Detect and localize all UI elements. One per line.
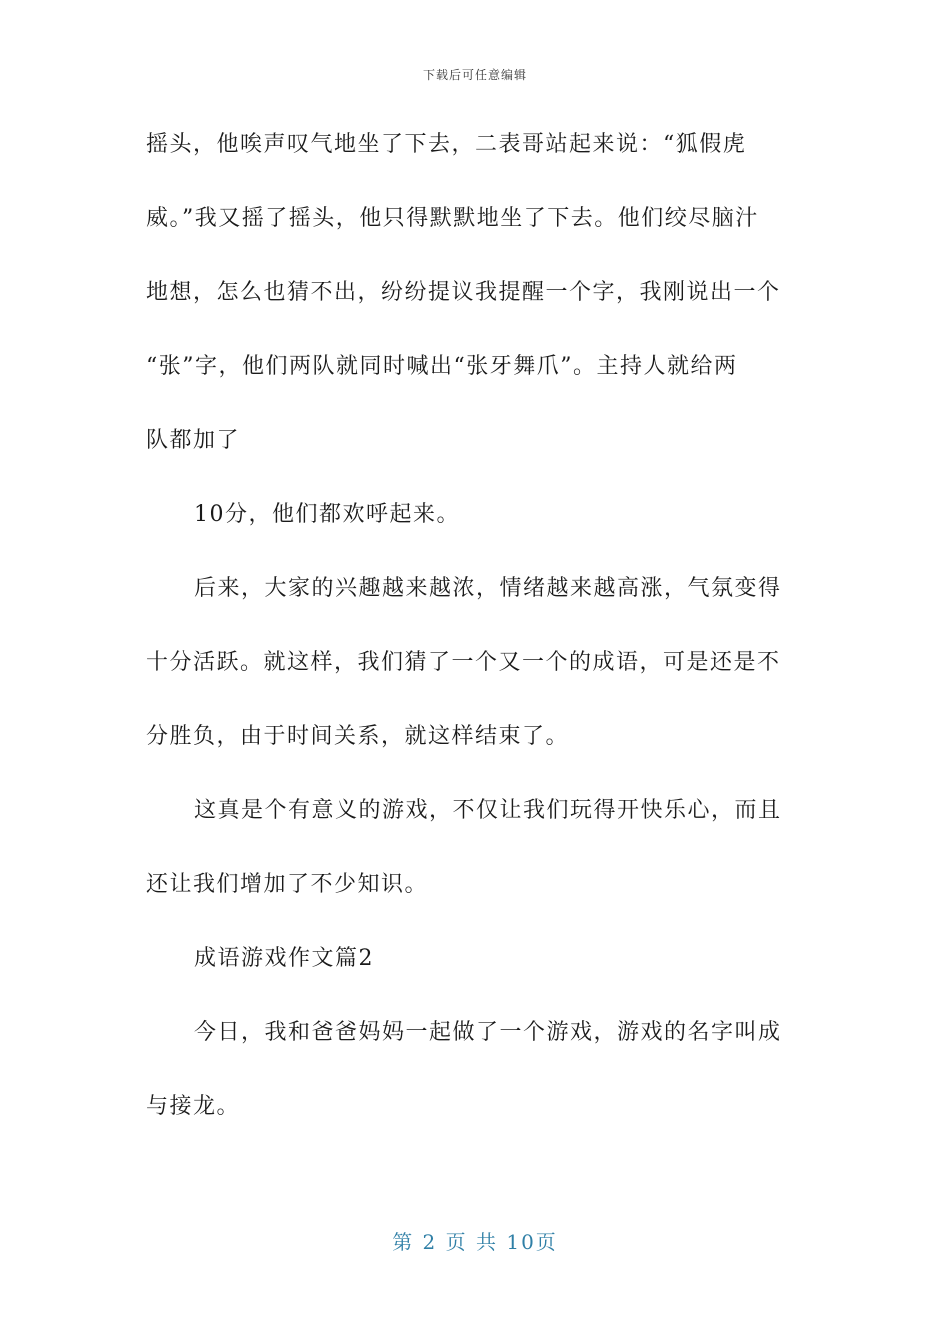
text-line: 队都加了 xyxy=(146,428,241,453)
text-line: “张”字，他们两队就同时喊出“张牙舞爪”。主持人就给两 xyxy=(146,354,738,379)
text-line: 这真是个有意义的游戏，不仅让我们玩得开快乐心，而且 xyxy=(194,798,782,823)
text-line: 今日，我和爸爸妈妈一起做了一个游戏，游戏的名字叫成 xyxy=(194,1020,782,1045)
text-line: 摇头，他唉声叹气地坐了下去，二表哥站起来说：“狐假虎 xyxy=(146,132,747,157)
text-line: 还让我们增加了不少知识。 xyxy=(146,872,429,897)
text-line: 十分活跃。就这样，我们猜了一个又一个的成语，可是还是不 xyxy=(146,650,781,675)
header-note: 下载后可任意编辑 xyxy=(422,68,527,82)
text-line: 威。”我又摇了摇头，他只得默默地坐了下去。他们绞尽脑汁 xyxy=(146,206,759,231)
text-line: 地想，怎么也猜不出，纷纷提议我提醒一个字，我刚说出一个 xyxy=(146,280,781,305)
page-number: 第 2 页 共 10页 xyxy=(392,1230,558,1254)
text-line: 10分，他们都欢呼起来。 xyxy=(194,502,460,527)
text-line: 分胜负，由于时间关系，就这样结束了。 xyxy=(146,724,570,749)
text-line: 后来，大家的兴趣越来越浓，情绪越来越高涨，气氛变得 xyxy=(194,576,782,601)
section-heading: 成语游戏作文篇2 xyxy=(194,946,374,971)
document-body xyxy=(146,124,802,1160)
text-line: 与接龙。 xyxy=(146,1094,241,1119)
